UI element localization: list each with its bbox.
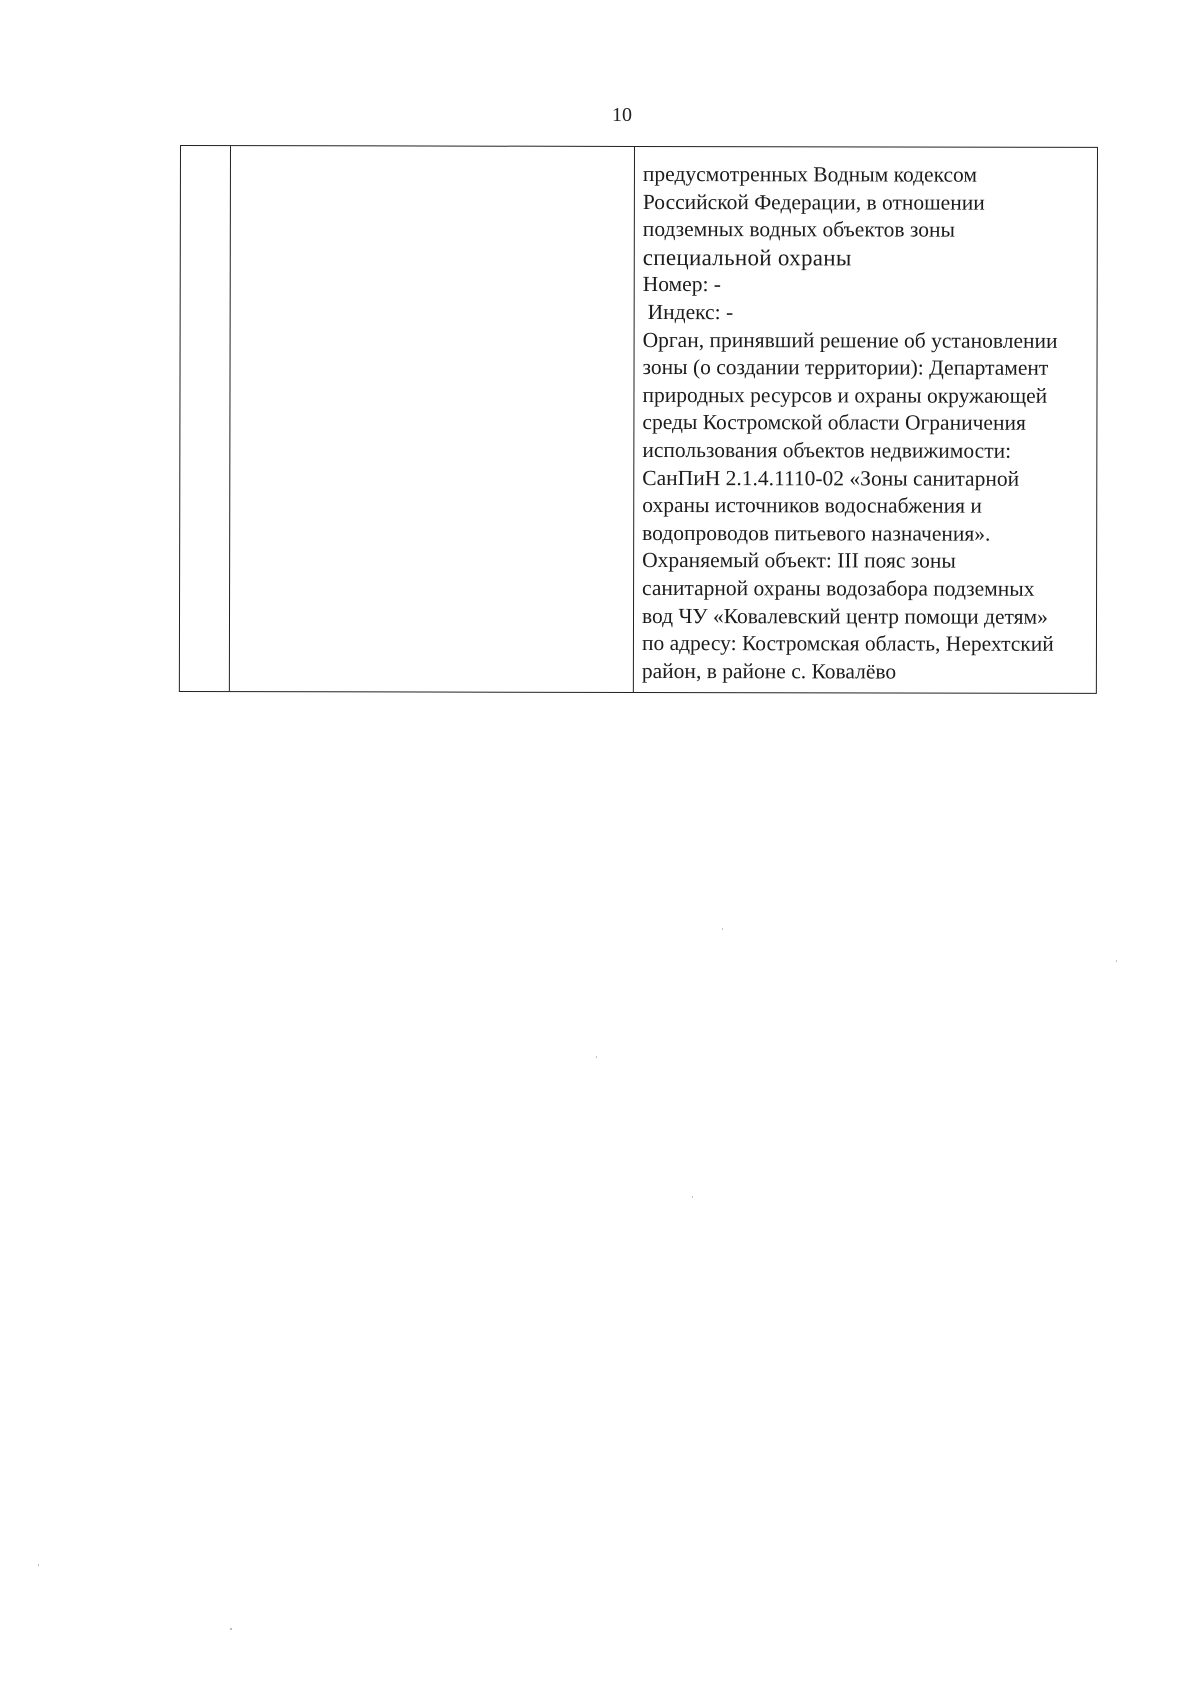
scan-speck <box>596 1056 597 1058</box>
scan-speck <box>38 1564 39 1566</box>
document-table <box>179 145 1098 694</box>
cell-text-line: охраны источников водоснабжения и <box>642 493 982 518</box>
cell-text-line: природных ресурсов и охраны окружающей <box>642 382 1048 408</box>
cell-text-line: водопроводов питьевого назначения». <box>642 520 991 546</box>
table-cell-empty-2 <box>230 146 635 692</box>
cell-text-line: Индекс: - <box>647 299 734 325</box>
table-cell-description <box>634 147 1097 693</box>
cell-text-line: использования объектов недвижимости: <box>642 437 1012 463</box>
scan-speck <box>230 1628 232 1630</box>
scan-speck <box>1116 960 1117 962</box>
cell-text-line: Номер: - <box>642 272 722 297</box>
cell-text-line: вод ЧУ «Ковалевский центр помощи детям» <box>641 603 1048 629</box>
cell-text-line: зоны (о создании территории): Департамент <box>642 355 1049 380</box>
table-cell-empty-1 <box>180 146 231 691</box>
cell-text-line: санитарной охраны водозабора подземных <box>642 575 1035 601</box>
cell-text-line: подземных водных объектов зоны <box>642 217 955 242</box>
cell-text-line: Охраняемый объект: III пояс зоны <box>642 548 956 573</box>
cell-text-line: специальной охраны <box>642 244 852 271</box>
cell-text-line: район, в районе с. Ковалёво <box>641 658 897 684</box>
cell-text-line: Орган, принявший решение об установлении <box>642 327 1058 353</box>
cell-text-line: Российской Федерации, в отношении <box>642 189 985 215</box>
scan-speck <box>692 1196 693 1198</box>
cell-text-line: предусмотренных Водным кодексом <box>642 161 978 187</box>
scan-speck <box>722 928 723 930</box>
cell-text-line: СанПиН 2.1.4.1110-02 «Зоны санитарной <box>642 465 1020 491</box>
page-number: 10 <box>612 104 632 126</box>
cell-text-line: среды Костромской области Ограничения <box>642 410 1026 436</box>
cell-text-line: по адресу: Костромская область, Нерехтский <box>641 631 1054 656</box>
